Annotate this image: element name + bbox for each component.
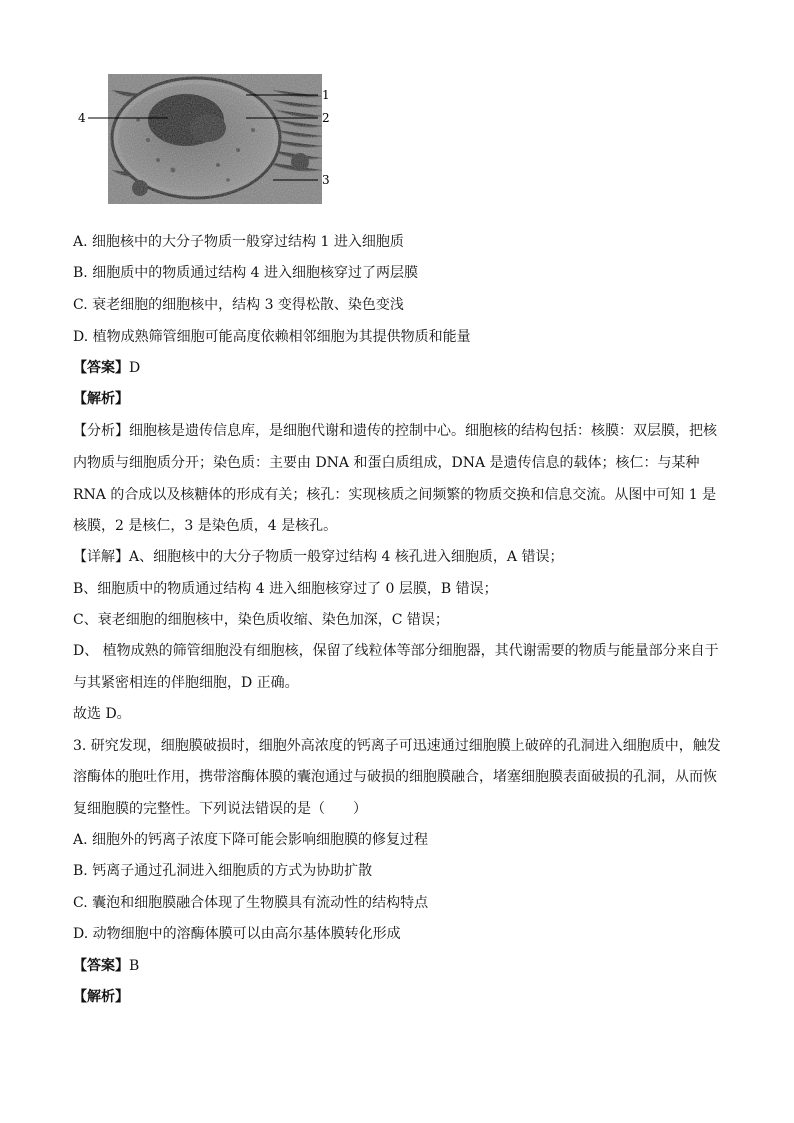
q2-option-b: B. 细胞质中的物质通过结构 4 进入细胞核穿过了两层膜 [73, 265, 418, 281]
q2-analysis-line-2: 内物质与细胞质分开；染色质：主要由 DNA 和蛋白质组成，DNA 是遗传信息的载体；核仁：与某种 [73, 455, 700, 471]
micrograph-svg [78, 70, 348, 208]
q3-stem-line-1: 3. 研究发现，细胞膜破损时，细胞外高浓度的钙离子可迅速通过细胞膜上破碎的孔洞进入细胞质中，触发 [73, 738, 721, 754]
q2-analysis-line-3: RNA 的合成以及核糖体的形成有关；核孔：实现核质之间频繁的物质交换和信息交流。从图中可知 1 是 [73, 487, 717, 503]
label-2: 2 [322, 111, 330, 125]
q3-answer-value: B [129, 958, 140, 974]
q2-analysis-line-1: 【分析】细胞核是遗传信息库，是细胞代谢和遗传的控制中心。细胞核的结构包括：核膜：双层膜，把核 [73, 423, 717, 439]
q2-detail-line-2: B、细胞质中的物质通过结构 4 进入细胞核穿过了 0 层膜，B 错误； [73, 581, 498, 597]
q2-answer-label: 【答案】 [73, 360, 129, 376]
q2-detail-line-3: C、衰老细胞的细胞核中，染色质收缩、染色加深，C 错误； [73, 612, 449, 628]
q3-option-c: C. 囊泡和细胞膜融合体现了生物膜具有流动性的结构特点 [73, 895, 429, 911]
q3-option-d: D. 动物细胞中的溶酶体膜可以由高尔基体膜转化形成 [73, 926, 401, 942]
label-3: 3 [322, 173, 330, 187]
q2-answer-value: D [129, 360, 141, 376]
q2-option-d: D. 植物成熟筛管细胞可能高度依赖相邻细胞为其提供物质和能量 [73, 329, 471, 345]
q2-option-a: A. 细胞核中的大分子物质一般穿过结构 1 进入细胞质 [73, 234, 404, 250]
q2-answer [73, 358, 733, 378]
q3-analysis-heading: 【解析】 [73, 989, 129, 1005]
q2-analysis-heading: 【解析】 [73, 391, 129, 407]
q2-detail-line-1: 【详解】A、细胞核中的大分子物质一般穿过结构 4 核孔进入细胞质，A 错误； [73, 549, 564, 565]
q3-answer [73, 956, 733, 976]
q2-detail-line-4: D、 植物成熟的筛管细胞没有细胞核，保留了线粒体等部分细胞器，其代谢需要的物质与能量部分来自于 [73, 643, 719, 659]
label-4: 4 [78, 111, 86, 125]
q3-answer-label: 【答案】 [73, 958, 129, 974]
q3-stem-line-3: 复细胞膜的完整性。下列说法错误的是（ ） [73, 801, 367, 817]
cell-nucleus-micrograph [78, 70, 348, 208]
q3-stem-line-2: 溶酶体的胞吐作用，携带溶酶体膜的囊泡通过与破损的细胞膜融合，堵塞细胞膜表面破损的孔洞，从而恢 [73, 769, 717, 785]
q2-conclusion: 故选 D。 [73, 706, 131, 722]
q2-detail-line-5: 与其紧密相连的伴胞细胞，D 正确。 [73, 675, 299, 691]
q3-option-a: A. 细胞外的钙离子浓度下降可能会影响细胞膜的修复过程 [73, 832, 429, 848]
label-1: 1 [322, 88, 330, 102]
q3-option-b: B. 钙离子通过孔洞进入细胞质的方式为协助扩散 [73, 863, 373, 879]
q2-analysis-line-4: 核膜，2 是核仁，3 是染色质，4 是核孔。 [73, 518, 338, 534]
q2-option-c: C. 衰老细胞的细胞核中，结构 3 变得松散、染色变浅 [73, 297, 404, 313]
